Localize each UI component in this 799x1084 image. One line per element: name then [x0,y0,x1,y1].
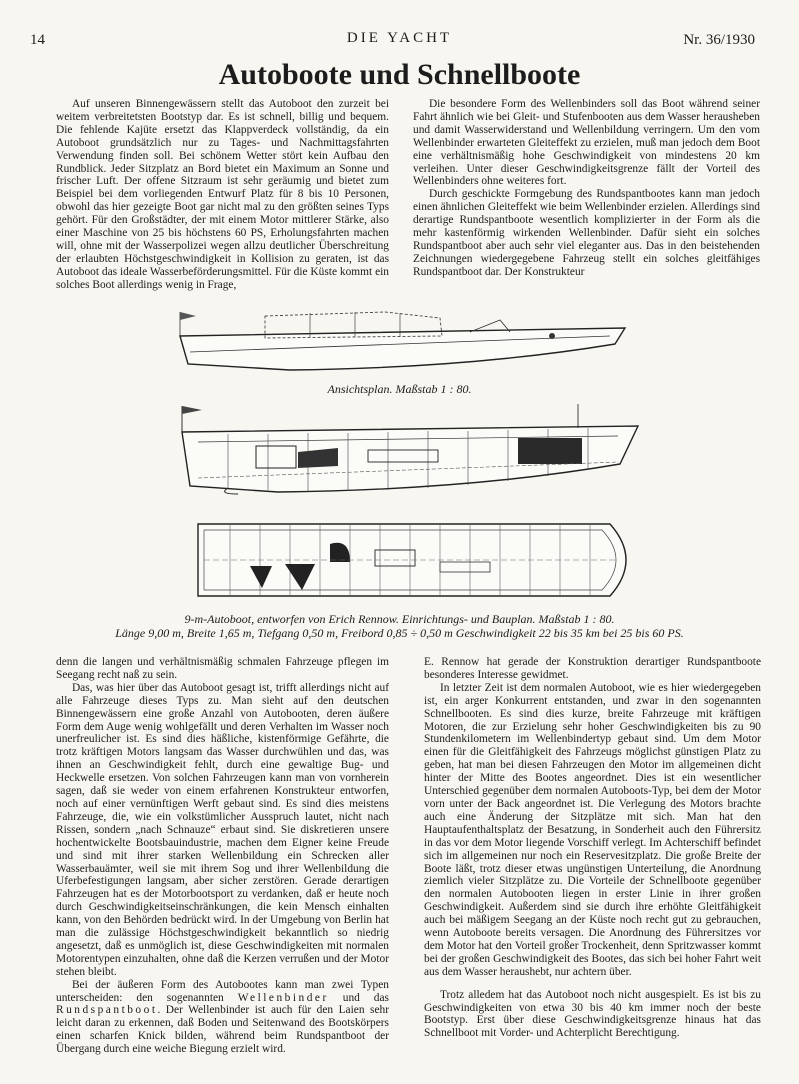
column-1 [56,98,389,292]
type-rundspantboot: Rundspantboot [56,1004,158,1017]
boat-specifications: Länge 9,00 m, Breite 1,65 m, Tiefgang 0,50 m, Freibord 0,85 ÷ 0,50 m Geschwindigkeit 22 bis 35 km bei 25 bis 60 PS. [115,626,684,640]
paragraph: In letzter Zeit ist dem normalen Autoboot, wie es hier wiedergegeben ist, ein arger Konkurrent entstanden, und zwar in den sogenannten Schnellbooten. Es sind dies kurze, breite Fahrzeuge mit kräftigen Motoren, die zur Erzielung sehr hoher Geschwindigkeiten bis zu 90 Stundenkilometern im Wellenbindertyp gebaut sind. Um dem Motor einen für die Gleitfähigkeit des Fahrzeugs möglichst günstigen Platz zu geben, hat man bei diesen Fahrzeugen den Motor im allgemeinen dicht hinter der Mitte des Bootes angeordnet. Dies ist ein wesentlicher Unterschied gegenüber dem normalen Autoboots-Typ, bei dem der Motor vorn unter der Back angeordnet ist. Die Verlegung des Motors brachte auch eine Änderung der Sitzplätze mit sich. Man hat den Hauptaufenthaltsplatz der Besatzung, in Sonderheit auch den Führersitz in das vor dem Motor liegende Vorschiff verlegt. Im Achterschiff befindet sich im allgemeinen nur noch ein Reservesitzplatz. Die große Breite der Boote läßt, trotz dieser etwas ungünstigen Unterteilung, die Anordnung ziemlich vieler Sitzplätze zu. Die Vorteile der Schnellboote gegenüber den normalen Autobooten liegen in erster Linie in ihrer großen Geschwindigkeit. Außerdem sind sie durch ihre erhöhte Gleitfähigkeit auch bei mäßigem Seegang an der Küste noch recht gut zu gebrauchen, wenn Autoboote bereits versagen. Die Anordnung des Führersitzes vor dem Motor hat den Vorteil großer Trockenheit, denn Spritzwasser kommt bei der großen Geschwindigkeit des Bootes, das sich bei hoher Fahrt weit aus dem Wasser heraushebt, nur achtern über. [424,681,761,978]
column-3 [56,656,389,1056]
paragraph [56,979,389,1056]
paragraph: Auf unseren Binnengewässern stellt das Autoboot den zurzeit bei weitem verbreitetsten Bootstyp dar. Es ist schnell, billig und bequem. Die fehlende Kajüte ersetzt das Klappverdeck vollständig, da ein Autoboot grundsätzlich nur zu Tages- und Nachmittagsfahrten Verwendung finden soll. Bei schönem Wetter stört kein Aufbau den Rundblick. Jeder Sitzplatz an Bord bietet ein Maximum an Sonne und frischer Luft. Der offene Sitzraum ist sehr geräumig und bietet zum Beispiel bei dem vorliegenden Entwurf Platz für 8 bis 10 Personen, obwohl das hier gezeigte Boot gar nicht mal zu den größten seines Typs gehört. Für den Großstädter, der mit einem Motor mittlerer Stärke, also einer Maschine von 25 bis höchstens 60 PS, Erholungsfahrten machen will, ohne mit der Wasserpolizei wegen allzu deutlicher Überschreitung der erlaubten Höchstgeschwindigkeit in Kollision zu geraten, ist das Autoboot das ideale Wasserbeförderungsmittel. Für die Küste kommt ein solches Boot allerdings wenig in Frage, [56,98,389,291]
running-header: DIE YACHT [346,30,453,46]
longitudinal-section-drawing [168,402,646,498]
paragraph: denn die langen und verhältnismäßig schmalen Fahrzeuge pflegen im Seegang recht naß zu sein. [56,656,389,681]
column-2 [413,98,760,279]
paragraph-start: Bei der äußeren Form des Autobootes kann man zwei Typen unterscheiden: den sogenannten [56,978,389,1004]
issue-number: Nr. 36/1930 [683,32,755,48]
type-wellenbinder: Wellenbinder [237,991,329,1004]
side-elevation-drawing [170,306,640,378]
page-number: 14 [30,32,45,48]
paragraph: Die besondere Form des Wellenbinders soll das Boot während seiner Fahrt ähnlich wie bei Gleit- und Stufenbooten aus dem Wasser herausheben und damit Wasserwiderstand und Wellenbildung verringern. Um den vom Wellenbinder erwarteten Gleiteffekt zu erzielen, muß man jedoch dem Boot eine verhältnismäßig hohe Geschwindigkeit von mindestens 20 km verleihen. Unter dieser Geschwindigkeitsgrenze fällt der Vorteil des Wellenbinders ohne weiteres fort. [413,98,760,188]
paragraph: Durch geschickte Formgebung des Rundspantbootes kann man jedoch einen ähnlichen Gleiteffekt wie beim Wellenbinder erzielen. Allerdings sind derartige Rundspantboote wesentlich komplizierter in der Form als die mehr kastenförmig wirkenden Wellenbinder. Dafür sieht ein solches Rundspantboot aber auch sehr viel eleganter aus. Das in den beistehenden Zeichnungen wiedergegebene Fahrzeug stellt ein solches gleitfähiges Rundspantboot dar. Der Konstrukteur [413,188,760,278]
view-plan-caption: Ansichtsplan. Maßstab 1 : 80. [327,382,472,396]
paragraph: Trotz alledem hat das Autoboot noch nicht ausgespielt. Es ist bis zu Geschwindigkeiten von etwa 30 bis 40 km immer noch der beste Bootstyp. Erst über diese Geschwindigkeitsgrenze hinaus hat das Schnellboot mit Vorder- und Achterplicht Berechtigung. [424,988,761,1040]
conjunction: und das [342,991,389,1004]
paragraph: Das, was hier über das Autoboot gesagt ist, trifft allerdings nicht auf alle Fahrzeuge dieses Typs zu. Man sieht auf den deutschen Binnengewässern eine große Anzahl von Autobooten, deren äußere Form dem Auge wenig wohlgefällt und deren Verhalten im Wasser noch unerfreulicher ist. Es sind dies häßliche, kistenförmige Gefährte, die trotz kräftigen Motors langsam das Wasser durchwühlen und das, was ihnen an Geschwindigkeit fehlt, durch eine gewaltige Bug- und Heckwelle ersetzen. Von solchen Fahrzeugen kann man von vornherein sagen, daß sie weder von einem erfahrenen Konstrukteur entworfen, noch auf einer vernünftigen Werft gebaut sind. Es sind dies meistens Fahrzeuge, die, wie ein volkstümlicher Ausspruch lautet, nicht nach Rissen, sondern „nach Schnauze“ erbaut sind. Sie diskretieren unsere hochentwickelte Bootsbauindustrie, machen dem Eigner keine Freude und sind mit ihrer starken Wellenbildung ein Schrecken aller Wasserbauämter, weil sie mit ihrem Sog und ihrer Wellenbildung die Uferbefestigungen langsam, aber sicher zerstören. Gerade derartigen Fahrzeugen hat es der Motorbootsport zu verdanken, daß er heute noch durch Geschwindigkeitseinschränkungen, die kein Mensch einhalten kann, von den Behörden bedrückt wird. In der Umgebung von Berlin hat man die zulässige Höchstgeschwindigkeit bekanntlich so niedrig angesetzt, daß es unmöglich ist, diese Geschwindigkeiten mit normalen Motorentypen einzuhalten, ohne daß die Kerzen verrußen und der Motor stehen bleibt. [56,681,389,978]
plan-view-drawing [190,516,646,604]
drawing-caption: 9-m-Autoboot, entworfen von Erich Rennow. Einrichtungs- und Bauplan. Maßstab 1 : 80. [184,612,615,626]
paragraph: E. Rennow hat gerade der Konstruktion derartiger Rundspantboote besonderes Interesse gewidmet. [424,656,761,681]
column-4 [424,656,761,1040]
paragraph-end: . Der Wellenbinder ist auch für den Laien sehr leicht daran zu erkennen, daß Boden und Seitenwand des Bootskörpers einen scharfen Knick bilden, während beim Rundspantboot der Übergang durch eine weiche Biegung erzielt wird. [56,1004,389,1056]
article-title: Autoboote und Schnellboote [218,58,581,91]
